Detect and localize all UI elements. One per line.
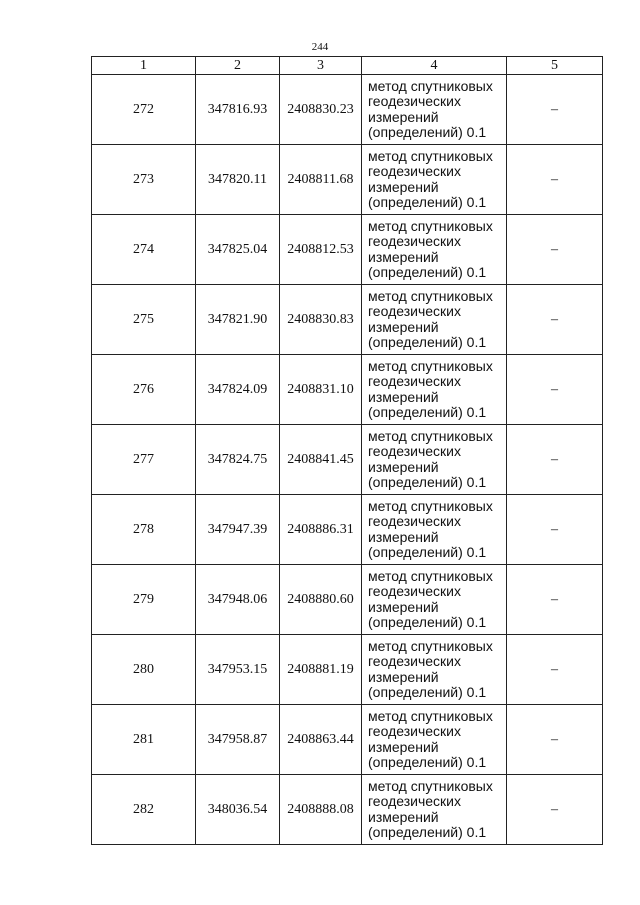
- y-coordinate-cell: 2408841.45: [280, 425, 362, 495]
- table-row: [92, 495, 603, 565]
- method-line: (определений) 0.1: [368, 334, 487, 350]
- point-number-cell: 273: [92, 145, 196, 215]
- y-coordinate-cell: 2408863.44: [280, 705, 362, 775]
- method-line: (определений) 0.1: [368, 474, 487, 490]
- note-cell: –: [507, 285, 603, 355]
- method-cell: [362, 705, 507, 775]
- note-cell: –: [507, 705, 603, 775]
- method-line: измерений: [368, 528, 439, 545]
- method-line: измерений: [368, 388, 439, 405]
- method-line: геодезических: [368, 163, 461, 179]
- method-line: геодезических: [368, 513, 461, 529]
- method-cell: [362, 775, 507, 845]
- table-row: [92, 145, 603, 215]
- note-cell: –: [507, 215, 603, 285]
- method-line: метод спутниковых: [368, 357, 493, 374]
- method-cell: [362, 355, 507, 425]
- y-coordinate-cell: 2408830.23: [280, 75, 362, 145]
- y-coordinate-cell: 2408812.53: [280, 215, 362, 285]
- method-line: (определений) 0.1: [368, 684, 487, 700]
- point-number-cell: 281: [92, 705, 196, 775]
- x-coordinate-cell: 347953.15: [196, 635, 280, 705]
- column-header: 1: [92, 57, 196, 75]
- coordinates-table: [91, 56, 603, 845]
- page-number: 244: [311, 41, 329, 53]
- table-row: [92, 635, 603, 705]
- method-cell: [362, 285, 507, 355]
- y-coordinate-cell: 2408880.60: [280, 565, 362, 635]
- x-coordinate-cell: 347948.06: [196, 565, 280, 635]
- method-line: метод спутниковых: [368, 147, 493, 164]
- method-line: геодезических: [368, 373, 461, 389]
- y-coordinate-cell: 2408811.68: [280, 145, 362, 215]
- table-row: [92, 215, 603, 285]
- table-row: [92, 705, 603, 775]
- method-line: измерений: [368, 808, 439, 825]
- method-cell: [362, 215, 507, 285]
- x-coordinate-cell: 348036.54: [196, 775, 280, 845]
- x-coordinate-cell: 347821.90: [196, 285, 280, 355]
- method-line: (определений) 0.1: [368, 264, 487, 280]
- method-line: геодезических: [368, 303, 461, 319]
- method-line: геодезических: [368, 583, 461, 599]
- method-line: метод спутниковых: [368, 77, 493, 94]
- method-cell: [362, 495, 507, 565]
- method-line: геодезических: [368, 93, 461, 109]
- method-line: геодезических: [368, 793, 461, 809]
- method-line: метод спутниковых: [368, 777, 493, 794]
- table-row: [92, 565, 603, 635]
- method-line: метод спутниковых: [368, 217, 493, 234]
- point-number-cell: 282: [92, 775, 196, 845]
- column-header: 2: [196, 57, 280, 75]
- note-cell: –: [507, 75, 603, 145]
- method-line: измерений: [368, 668, 439, 685]
- method-line: измерений: [368, 248, 439, 265]
- x-coordinate-cell: 347958.87: [196, 705, 280, 775]
- method-cell: [362, 565, 507, 635]
- method-line: измерений: [368, 598, 439, 615]
- x-coordinate-cell: 347947.39: [196, 495, 280, 565]
- method-line: метод спутниковых: [368, 707, 493, 724]
- point-number-cell: 279: [92, 565, 196, 635]
- method-line: метод спутниковых: [368, 567, 493, 584]
- method-line: метод спутниковых: [368, 427, 493, 444]
- point-number-cell: 277: [92, 425, 196, 495]
- y-coordinate-cell: 2408888.08: [280, 775, 362, 845]
- method-line: метод спутниковых: [368, 637, 493, 654]
- point-number-cell: 280: [92, 635, 196, 705]
- method-line: (определений) 0.1: [368, 754, 487, 770]
- method-line: измерений: [368, 108, 439, 125]
- y-coordinate-cell: 2408830.83: [280, 285, 362, 355]
- point-number-cell: 274: [92, 215, 196, 285]
- table-row: [92, 775, 603, 845]
- table-row: [92, 355, 603, 425]
- x-coordinate-cell: 347824.09: [196, 355, 280, 425]
- y-coordinate-cell: 2408831.10: [280, 355, 362, 425]
- method-cell: [362, 75, 507, 145]
- method-line: измерений: [368, 318, 439, 335]
- x-coordinate-cell: 347820.11: [196, 145, 280, 215]
- method-cell: [362, 635, 507, 705]
- method-line: метод спутниковых: [368, 287, 493, 304]
- y-coordinate-cell: 2408886.31: [280, 495, 362, 565]
- method-line: геодезических: [368, 443, 461, 459]
- method-line: (определений) 0.1: [368, 124, 487, 140]
- method-cell: [362, 425, 507, 495]
- method-line: геодезических: [368, 723, 461, 739]
- method-line: (определений) 0.1: [368, 824, 487, 840]
- method-line: (определений) 0.1: [368, 544, 487, 560]
- x-coordinate-cell: 347816.93: [196, 75, 280, 145]
- note-cell: –: [507, 565, 603, 635]
- point-number-cell: 272: [92, 75, 196, 145]
- note-cell: –: [507, 355, 603, 425]
- note-cell: –: [507, 495, 603, 565]
- method-line: измерений: [368, 178, 439, 195]
- note-cell: –: [507, 145, 603, 215]
- method-line: измерений: [368, 738, 439, 755]
- method-line: метод спутниковых: [368, 497, 493, 514]
- y-coordinate-cell: 2408881.19: [280, 635, 362, 705]
- x-coordinate-cell: 347825.04: [196, 215, 280, 285]
- column-header: 3: [280, 57, 362, 75]
- method-line: геодезических: [368, 653, 461, 669]
- method-cell: [362, 145, 507, 215]
- point-number-cell: 275: [92, 285, 196, 355]
- method-line: (определений) 0.1: [368, 614, 487, 630]
- x-coordinate-cell: 347824.75: [196, 425, 280, 495]
- column-header: 4: [362, 57, 507, 75]
- note-cell: –: [507, 775, 603, 845]
- table-row: [92, 285, 603, 355]
- method-line: измерений: [368, 458, 439, 475]
- method-line: геодезических: [368, 233, 461, 249]
- note-cell: –: [507, 425, 603, 495]
- point-number-cell: 276: [92, 355, 196, 425]
- method-line: (определений) 0.1: [368, 404, 487, 420]
- table-header-row: [92, 57, 603, 75]
- table-row: [92, 425, 603, 495]
- point-number-cell: 278: [92, 495, 196, 565]
- note-cell: –: [507, 635, 603, 705]
- table-row: [92, 75, 603, 145]
- column-header: 5: [507, 57, 603, 75]
- method-line: (определений) 0.1: [368, 194, 487, 210]
